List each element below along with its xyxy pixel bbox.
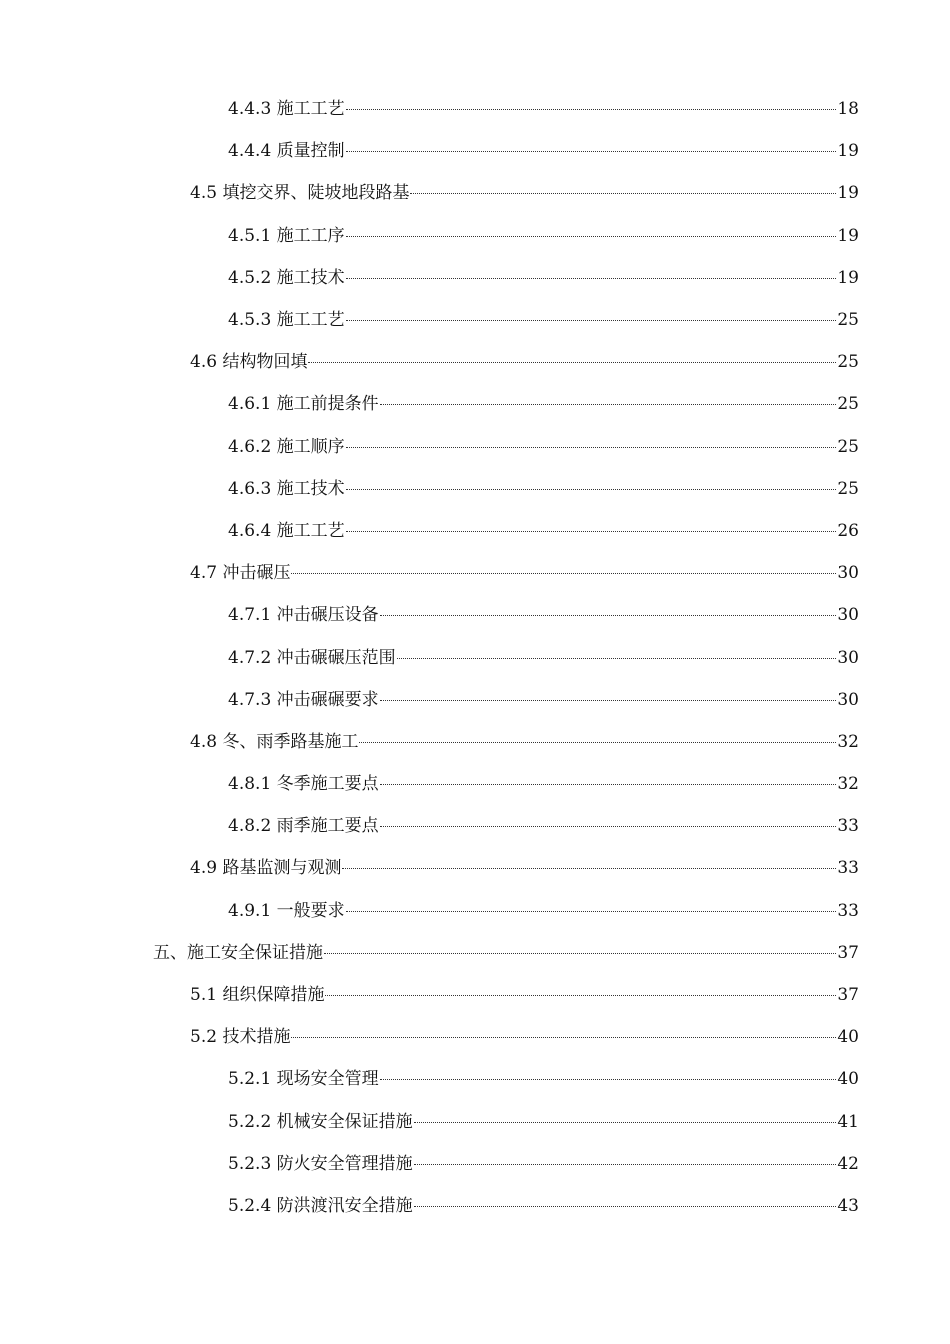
- toc-entry[interactable]: [0, 88, 950, 130]
- dot-leader: [380, 784, 837, 785]
- dot-leader: [291, 573, 836, 574]
- toc-entry-title: 4.7.3 冲击碾碾要求: [228, 689, 379, 710]
- toc-entry-page-number: 30: [837, 563, 859, 584]
- toc-entry-title: 4.5.1 施工工序: [228, 225, 345, 246]
- toc-entry-line: [228, 1112, 859, 1132]
- toc-entry-page-number: 25: [837, 352, 859, 373]
- toc-entry-title: 4.6.4 施工工艺: [228, 520, 345, 541]
- dot-leader: [380, 404, 837, 405]
- toc-entry-title: 4.8 冬、雨季路基施工: [190, 731, 359, 752]
- toc-entry[interactable]: [0, 1185, 950, 1227]
- dot-leader: [346, 151, 837, 152]
- toc-entry-page-number: 33: [837, 900, 859, 921]
- toc-entry-title: 5.2.3 防火安全管理措施: [228, 1153, 413, 1174]
- toc-entry-line: [190, 732, 859, 752]
- toc-entry[interactable]: [0, 1058, 950, 1100]
- toc-entry-line: [228, 690, 859, 710]
- toc-entry[interactable]: [0, 679, 950, 721]
- dot-leader: [346, 320, 837, 321]
- toc-entry-page-number: 25: [837, 394, 859, 415]
- toc-entry-page-number: 43: [837, 1195, 859, 1216]
- toc-entry[interactable]: [0, 426, 950, 468]
- dot-leader: [346, 109, 837, 110]
- toc-entry-page-number: 32: [837, 731, 859, 752]
- dot-leader: [291, 1037, 836, 1038]
- dot-leader: [380, 615, 837, 616]
- toc-entry[interactable]: [0, 172, 950, 214]
- toc-entry-page-number: 26: [837, 520, 859, 541]
- dot-leader: [346, 447, 837, 448]
- toc-entry-page-number: 33: [837, 816, 859, 837]
- toc-entry-line: [228, 774, 859, 794]
- toc-entry-line: [228, 394, 859, 414]
- toc-entry-title: 4.7.1 冲击碾压设备: [228, 605, 379, 626]
- dot-leader: [380, 700, 837, 701]
- toc-entry-page-number: 33: [837, 858, 859, 879]
- toc-entry-page-number: 19: [837, 183, 859, 204]
- toc-entry[interactable]: [0, 1101, 950, 1143]
- dot-leader: [342, 868, 836, 869]
- toc-entry[interactable]: [0, 847, 950, 889]
- dot-leader: [346, 278, 837, 279]
- toc-entry-line: [228, 310, 859, 330]
- toc-entry-line: [153, 943, 859, 963]
- toc-entry[interactable]: [0, 257, 950, 299]
- toc-entry[interactable]: [0, 636, 950, 678]
- toc-entry-page-number: 18: [837, 99, 859, 120]
- toc-entry-page-number: 19: [837, 141, 859, 162]
- toc-entry[interactable]: [0, 468, 950, 510]
- toc-entry[interactable]: [0, 721, 950, 763]
- toc-entry-title: 4.6.2 施工顺序: [228, 436, 345, 457]
- toc-entry-page-number: 19: [837, 225, 859, 246]
- toc-entry[interactable]: [0, 594, 950, 636]
- toc-entry-line: [228, 1069, 859, 1089]
- toc-entry[interactable]: [0, 552, 950, 594]
- toc-entry-title: 4.5.2 施工技术: [228, 267, 345, 288]
- dot-leader: [325, 995, 836, 996]
- toc-entry-line: [228, 901, 859, 921]
- toc-entry[interactable]: [0, 215, 950, 257]
- toc-entry-line: [228, 1154, 859, 1174]
- toc-entry-page-number: 42: [837, 1153, 859, 1174]
- toc-entry[interactable]: [0, 763, 950, 805]
- toc-entry-title: 4.6 结构物回填: [190, 352, 308, 373]
- dot-leader: [324, 953, 836, 954]
- toc-entry-title: 4.5.3 施工工艺: [228, 310, 345, 331]
- toc-entry[interactable]: [0, 805, 950, 847]
- dot-leader: [397, 658, 837, 659]
- toc-entry[interactable]: [0, 974, 950, 1016]
- toc-entry-title: 4.6.1 施工前提条件: [228, 394, 379, 415]
- toc-entry-line: [228, 648, 859, 668]
- toc-entry-line: [228, 141, 859, 161]
- toc-entry-page-number: 32: [837, 774, 859, 795]
- toc-entry-title: 5.1 组织保障措施: [190, 985, 325, 1006]
- toc-entry[interactable]: [0, 1016, 950, 1058]
- toc-entry-title: 4.9.1 一般要求: [228, 900, 345, 921]
- toc-entry-title: 4.7.2 冲击碾碾压范围: [228, 647, 396, 668]
- toc-entry-line: [190, 352, 859, 372]
- toc-entry[interactable]: [0, 341, 950, 383]
- dot-leader: [346, 911, 837, 912]
- dot-leader: [359, 742, 836, 743]
- dot-leader: [346, 236, 837, 237]
- toc-entry-line: [228, 605, 859, 625]
- toc-entry-page-number: 25: [837, 310, 859, 331]
- toc-entry-line: [190, 183, 859, 203]
- toc-entry-page-number: 19: [837, 267, 859, 288]
- toc-entry-line: [228, 437, 859, 457]
- toc-entry-page-number: 30: [837, 689, 859, 710]
- toc-entry-title: 4.5 填挖交界、陡坡地段路基: [190, 183, 410, 204]
- toc-entry-title: 4.8.2 雨季施工要点: [228, 816, 379, 837]
- dot-leader: [380, 826, 837, 827]
- toc-entry-title: 5.2.1 现场安全管理: [228, 1069, 379, 1090]
- toc-entry-page-number: 30: [837, 647, 859, 668]
- toc-entry-title: 4.9 路基监测与观测: [190, 858, 342, 879]
- dot-leader: [346, 531, 837, 532]
- toc-entry-title: 4.4.3 施工工艺: [228, 99, 345, 120]
- toc-entry[interactable]: [0, 299, 950, 341]
- toc-entry-line: [228, 268, 859, 288]
- toc-entry-page-number: 41: [837, 1111, 859, 1132]
- toc-entry[interactable]: [0, 510, 950, 552]
- toc-entry[interactable]: [0, 130, 950, 172]
- toc-entry[interactable]: [0, 1143, 950, 1185]
- toc-entry-title: 5.2 技术措施: [190, 1027, 291, 1048]
- toc-entry-title: 4.6.3 施工技术: [228, 478, 345, 499]
- toc-entry-line: [190, 563, 859, 583]
- toc-entry-line: [228, 479, 859, 499]
- toc-entry-title: 4.8.1 冬季施工要点: [228, 774, 379, 795]
- toc-entry-title: 5.2.4 防洪渡汛安全措施: [228, 1195, 413, 1216]
- toc-entry-line: [190, 858, 859, 878]
- dot-leader: [410, 193, 836, 194]
- toc-entry-page-number: 37: [837, 985, 859, 1006]
- toc-entry-line: [228, 99, 859, 119]
- toc-entry-line: [190, 985, 859, 1005]
- toc-entry-page-number: 30: [837, 605, 859, 626]
- dot-leader: [346, 489, 837, 490]
- toc-entry-title: 5.2.2 机械安全保证措施: [228, 1111, 413, 1132]
- dot-leader: [414, 1206, 837, 1207]
- toc-entry-title: 五、施工安全保证措施: [153, 942, 323, 963]
- toc-entry[interactable]: [0, 890, 950, 932]
- toc-entry-line: [228, 816, 859, 836]
- toc-entry-line: [228, 226, 859, 246]
- toc-entry-line: [228, 521, 859, 541]
- toc-entry-page-number: 40: [837, 1027, 859, 1048]
- dot-leader: [380, 1079, 837, 1080]
- dot-leader: [308, 362, 836, 363]
- toc-entry-page-number: 40: [837, 1069, 859, 1090]
- toc-entry-line: [228, 1196, 859, 1216]
- table-of-contents: [0, 88, 950, 1227]
- dot-leader: [414, 1164, 837, 1165]
- toc-entry-line: [190, 1027, 859, 1047]
- toc-entry-title: 4.4.4 质量控制: [228, 141, 345, 162]
- toc-entry-page-number: 25: [837, 436, 859, 457]
- toc-entry[interactable]: [0, 383, 950, 425]
- toc-entry-page-number: 25: [837, 478, 859, 499]
- toc-entry-page-number: 37: [837, 942, 859, 963]
- dot-leader: [414, 1122, 837, 1123]
- toc-entry-title: 4.7 冲击碾压: [190, 563, 291, 584]
- toc-entry[interactable]: [0, 932, 950, 974]
